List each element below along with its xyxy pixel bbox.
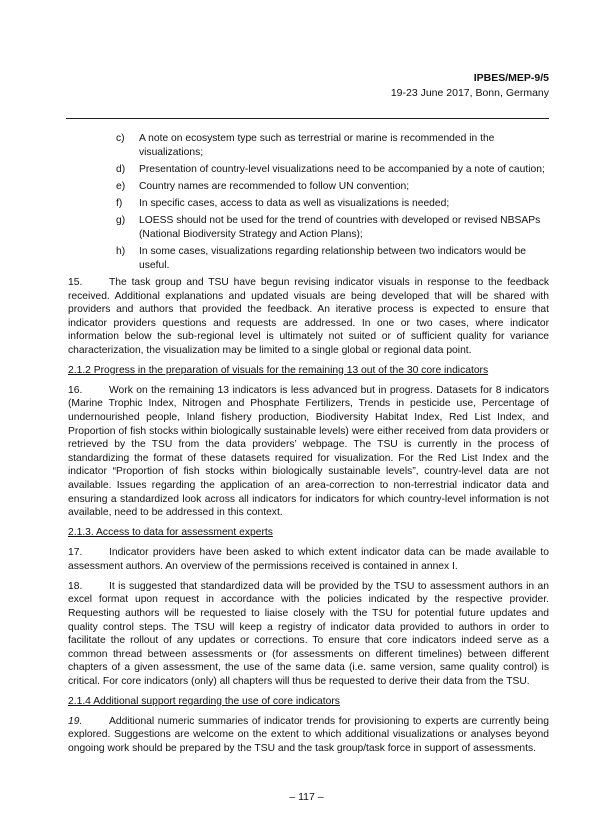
section-heading-2-1-2: 2.1.2 Progress in the preparation of visuals for the remaining 13 out of the 30 core indicators bbox=[68, 364, 489, 376]
list-item bbox=[116, 197, 549, 211]
list-item-text: Presentation of country-level visualizations need to be accompanied by a note of caution; bbox=[139, 163, 545, 175]
list-item-label: d) bbox=[116, 163, 126, 175]
paragraph-18 bbox=[68, 580, 549, 689]
paragraph-text: The task group and TSU have begun revising indicator visuals in response to the feedback received. Additional explanations and updated visuals are being developed that will be shared with providers and authors that provided the feedback. An iterative process is expected to ensure that indicator providers questions and requests are addressed. In one or two cases, where indicator information below the sub-regional level is ultimately not suited or of sufficient quality for variance characterization, the visualization may be limited to a single global or regional data point. bbox=[68, 276, 549, 356]
list-item bbox=[116, 214, 549, 241]
paragraph-number: 16. bbox=[68, 384, 83, 396]
list-item-label: e) bbox=[116, 180, 126, 192]
list-item-label: g) bbox=[116, 215, 126, 227]
paragraph-number: 18. bbox=[68, 580, 83, 592]
list-item bbox=[116, 163, 549, 177]
meeting-date-location: 19-23 June 2017, Bonn, Germany bbox=[390, 87, 549, 99]
recommendation-list bbox=[116, 132, 549, 272]
list-item bbox=[116, 132, 549, 159]
paragraph-15 bbox=[68, 276, 549, 358]
list-item-text: In specific cases, access to data as well as visualizations is needed; bbox=[139, 198, 450, 210]
page-number: – 117 – bbox=[289, 791, 324, 803]
paragraph-text: Indicator providers have been asked to which extent indicator data can be made available to assessment authors. An overview of the permissions received is contained in annex I. bbox=[68, 547, 549, 572]
paragraph-number: 19. bbox=[68, 715, 83, 727]
paragraph-number: 17. bbox=[68, 547, 83, 559]
list-item-label: f) bbox=[116, 198, 123, 210]
paragraph-19 bbox=[68, 715, 549, 756]
paragraph-16 bbox=[68, 384, 549, 520]
section-heading-2-1-4: 2.1.4 Additional support regarding the use of core indicators bbox=[68, 695, 340, 707]
list-item-text: A note on ecosystem type such as terrestrial or marine is recommended in the visualizations; bbox=[139, 133, 495, 158]
list-item-text: LOESS should not be used for the trend of countries with developed or revised NBSAPs (National Biodiversity Strategy and Action Plans); bbox=[139, 215, 541, 240]
list-item bbox=[116, 245, 549, 272]
body-content bbox=[68, 132, 549, 762]
section-heading-2-1-3: 2.1.3. Access to data for assessment experts bbox=[68, 527, 273, 539]
document-code: IPBES/MEP-9/5 bbox=[473, 72, 549, 84]
paragraph-number: 15. bbox=[68, 276, 83, 288]
list-item-label: h) bbox=[116, 246, 126, 258]
list-item-text: In some cases, visualizations regarding relationship between two indicators would be useful. bbox=[139, 246, 526, 271]
header-divider bbox=[66, 118, 549, 119]
list-item-text: Country names are recommended to follow UN convention; bbox=[139, 180, 410, 192]
paragraph-text: Work on the remaining 13 indicators is less advanced but in progress. Datasets for 8 indicators (Marine Trophic Index, Nitrogen and Phosphate Fertilizers, Trends in pesticide use, Percentage of undernourished people, Inland fishery production, Biodiversity Habitat Index, Red List Index, and Proportion of fish stocks within biologically sustainable levels) were either received from data providers or retrieved by the TSU from the data providers’ webpage. The TSU is currently in the process of standardizing the format of these datasets required for visualization. For the Red List Index and the indicator “Proportion of fish stocks within biologically sustainable levels”, country-level data are not available. Issues regarding the application of an area-correction to non-terrestrial indicator data and ensuring a standardized look across all indicators for indicators for which country-level information is not available, need to be addressed in this context. bbox=[68, 384, 549, 519]
list-item-label: c) bbox=[116, 133, 125, 144]
paragraph-text: It is suggested that standardized data will be provided by the TSU to assessment authors in an excel format upon request in accordance with the policies indicated by the respective provider. Requesting authors will be requested to liaise closely with the TSU for potential future updates and quality control steps. The TSU will keep a registry of indicator data provided to authors in order to facilitate the rollout of any updates or corrections. To ensure that core indicators indeed serve as a common thread between assessments or (for assessments on different timelines) between different chapters of a given assessment, the use of the same data (i.e. same version, same quality control) is critical. For core indicators (only) all chapters will thus be requested to derive their data from the TSU. bbox=[68, 580, 549, 687]
paragraph-text: Additional numeric summaries of indicator trends for provisioning to experts are currently being explored. Suggestions are welcome on the extent to which additional visualizations or analyses beyond ongoing work should be prepared by the TSU and the task group/task force in support of assessments. bbox=[68, 715, 549, 755]
paragraph-17 bbox=[68, 546, 549, 573]
list-item bbox=[116, 180, 549, 194]
